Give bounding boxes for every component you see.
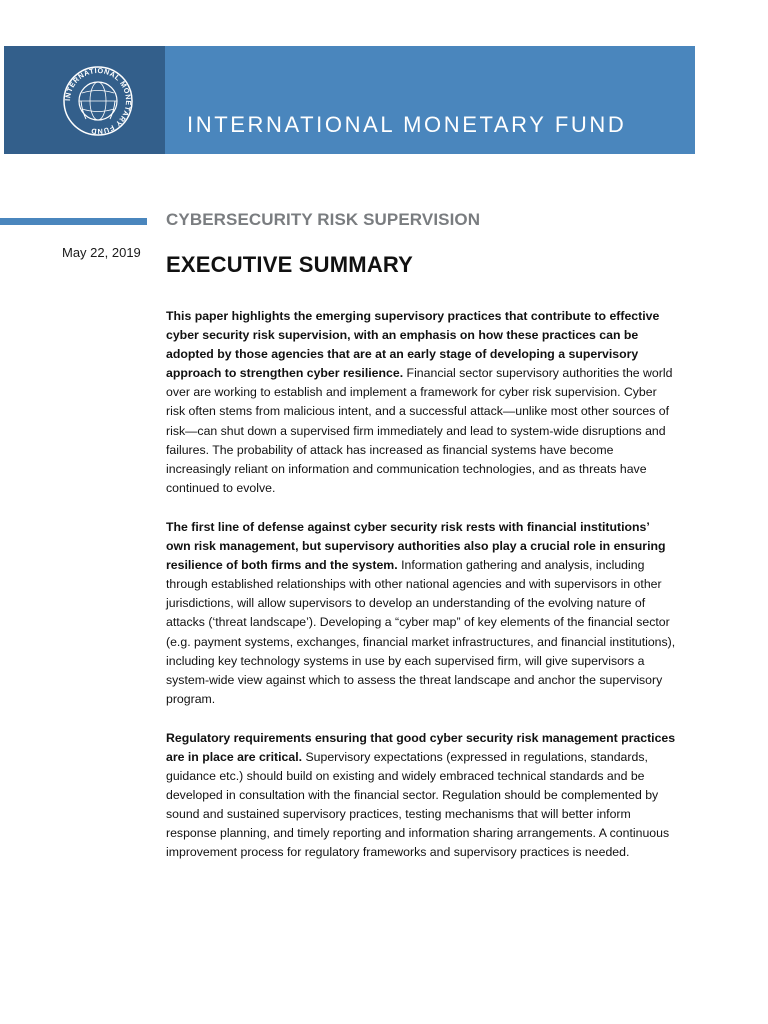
organization-name: INTERNATIONAL MONETARY FUND: [187, 112, 627, 137]
document-date: May 22, 2019: [62, 245, 141, 260]
paragraph-2-text: Information gathering and analysis, including through established relationships with other national agencies and with supervisors in other jurisdictions, will allow supervisors to develop an understanding of the evolving nature of attacks (‘threat landscape’). Developing a “cyber map” of key elements of the financial sector (e.g. payment systems, exchanges, financial market infrastructures, and financial institutions), including key technology systems in use by each supervised firm, will give supervisors a system-wide view against which to assess the threat landscape and anchor the supervisory program.: [166, 558, 676, 706]
svg-text:INTERNATIONAL MONETARY FUND: INTERNATIONAL MONETARY FUND: [62, 65, 134, 137]
document-title: EXECUTIVE SUMMARY: [166, 252, 414, 277]
paragraph-1-text: Financial sector supervisory authorities the world over are working to establish and implement a framework for cyber risk supervision. Cyber risk often stems from malicious intent, and a successful attack—unlike most other sources of risk—can shut down a supervised firm immediately and lead to system-wide disruptions and failures. The probability of attack has increased as financial systems have become increasingly reliant on information and communication technologies, and as threats have continued to evolve.: [166, 366, 673, 495]
imf-seal-icon: [62, 65, 134, 137]
paragraph-1-lead: This paper highlights the emerging supervisory practices that contribute to effective cyber security risk supervision, with an emphasis on how these practices can be adopted by those agencies that are at an early stage of developing a supervisory approach to strengthen cyber resilience.: [166, 309, 660, 381]
header-banner: [4, 46, 695, 154]
paragraph-2: [166, 518, 676, 709]
section-accent-rule: [0, 218, 147, 225]
document-subtitle: CYBERSECURITY RISK SUPERVISION: [166, 210, 481, 229]
paragraph-1: [166, 307, 676, 498]
paragraph-3-lead: Regulatory requirements ensuring that good cyber security risk management practices are in place are critical.: [166, 730, 676, 764]
document-body: [166, 307, 676, 883]
paragraph-2-lead: The first line of defense against cyber security risk rests with financial institutions’ own risk management, but supervisory authorities also play a crucial role in ensuring resilience of both firms and the system.: [166, 519, 666, 573]
paragraph-3-text: Supervisory expectations (expressed in regulations, standards, guidance etc.) should build on existing and widely embraced technical standards and be developed in consultation with the financial sector. Regulation should be complemented by sound and sustained supervisory practices, testing mechanisms that will better inform response planning, and timely reporting and information sharing arrangements. A continuous improvement process for regulatory frameworks and supervisory practices is needed.: [166, 749, 670, 860]
logo-block: [4, 46, 165, 154]
paragraph-3: [166, 729, 676, 863]
